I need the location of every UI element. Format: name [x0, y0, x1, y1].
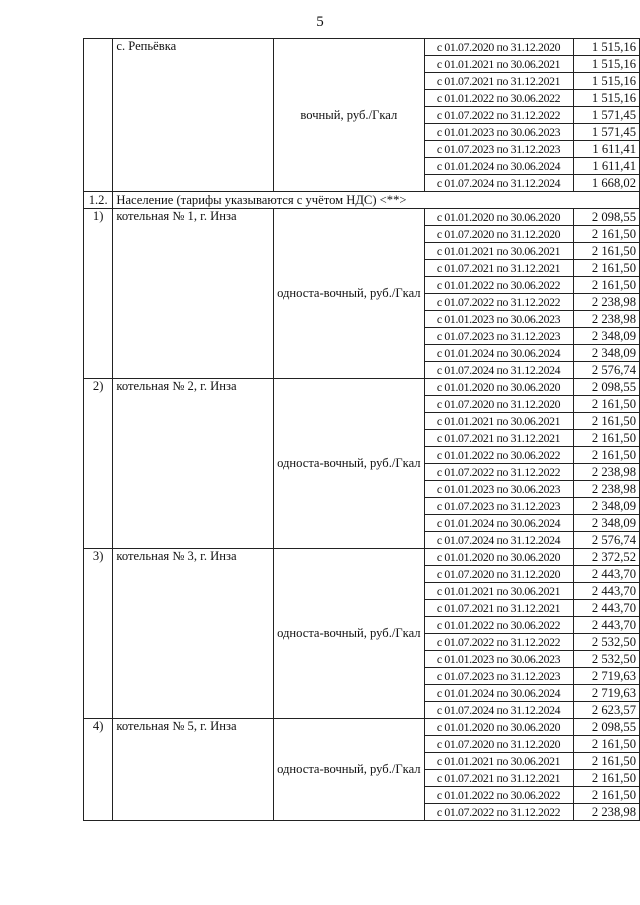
tariff-value: 1 611,41	[573, 141, 639, 158]
tariff-period: с 01.07.2023 по 31.12.2023	[424, 141, 573, 158]
tariff-row	[84, 549, 640, 566]
group-name: котельная № 2, г. Инза	[113, 379, 274, 549]
tariff-row	[84, 719, 640, 736]
tariff-period: с 01.01.2024 по 30.06.2024	[424, 345, 573, 362]
tariff-row	[84, 379, 640, 396]
tariff-unit: одностa-вочный, руб./Гкал	[274, 719, 424, 821]
tariff-period: с 01.01.2024 по 30.06.2024	[424, 685, 573, 702]
tariff-period: с 01.07.2022 по 31.12.2022	[424, 634, 573, 651]
tariff-period: с 01.01.2021 по 30.06.2021	[424, 583, 573, 600]
tariff-value: 2 238,98	[573, 311, 639, 328]
tariff-row	[84, 209, 640, 226]
tariff-period: с 01.07.2024 по 31.12.2024	[424, 702, 573, 719]
tariff-period: с 01.01.2020 по 30.06.2020	[424, 379, 573, 396]
tariff-period: с 01.01.2023 по 30.06.2023	[424, 311, 573, 328]
tariff-value: 2 443,70	[573, 600, 639, 617]
tariff-period: с 01.01.2022 по 30.06.2022	[424, 90, 573, 107]
tariff-value: 2 348,09	[573, 328, 639, 345]
tariff-value: 2 161,50	[573, 770, 639, 787]
tariff-period: с 01.07.2020 по 31.12.2020	[424, 226, 573, 243]
tariff-value: 2 098,55	[573, 209, 639, 226]
tariff-value: 2 348,09	[573, 515, 639, 532]
tariff-value: 1 571,45	[573, 107, 639, 124]
tariff-period: с 01.07.2020 по 31.12.2020	[424, 396, 573, 413]
tariff-period: с 01.01.2024 по 30.06.2024	[424, 158, 573, 175]
tariff-value: 2 098,55	[573, 719, 639, 736]
tariff-value: 2 161,50	[573, 396, 639, 413]
tariff-value: 2 348,09	[573, 498, 639, 515]
tariff-value: 2 576,74	[573, 532, 639, 549]
page-number: 5	[316, 14, 324, 30]
group-number: 4)	[84, 719, 113, 821]
group-number: 1)	[84, 209, 113, 379]
tariff-period: с 01.01.2022 по 30.06.2022	[424, 277, 573, 294]
tariff-value: 2 238,98	[573, 294, 639, 311]
tariff-period: с 01.07.2022 по 31.12.2022	[424, 294, 573, 311]
tariff-value: 2 238,98	[573, 804, 639, 821]
tariff-value: 2 348,09	[573, 345, 639, 362]
tariff-period: с 01.01.2021 по 30.06.2021	[424, 243, 573, 260]
tariff-value: 2 161,50	[573, 243, 639, 260]
group-number	[84, 39, 113, 192]
tariff-value: 2 238,98	[573, 481, 639, 498]
tariff-period: с 01.01.2022 по 30.06.2022	[424, 617, 573, 634]
tariff-value: 2 532,50	[573, 634, 639, 651]
tariff-period: с 01.01.2022 по 30.06.2022	[424, 787, 573, 804]
tariff-period: с 01.01.2022 по 30.06.2022	[424, 447, 573, 464]
tariff-period: с 01.07.2023 по 31.12.2023	[424, 668, 573, 685]
tariff-period: с 01.07.2024 по 31.12.2024	[424, 362, 573, 379]
tariff-value: 2 719,63	[573, 668, 639, 685]
tariff-value: 2 161,50	[573, 260, 639, 277]
tariff-value: 2 443,70	[573, 617, 639, 634]
tariff-table-top-body	[84, 39, 640, 192]
tariff-period: с 01.07.2020 по 31.12.2020	[424, 566, 573, 583]
tariff-unit: одностa-вочный, руб./Гкал	[274, 379, 424, 549]
tariff-unit: одностa-вочный, руб./Гкал	[274, 549, 424, 719]
tariff-period: с 01.07.2024 по 31.12.2024	[424, 175, 573, 192]
tariff-value: 1 515,16	[573, 90, 639, 107]
group-name: с. Репьёвка	[113, 39, 274, 192]
tariff-period: с 01.01.2020 по 30.06.2020	[424, 719, 573, 736]
group-name: котельная № 3, г. Инза	[113, 549, 274, 719]
tariff-table	[83, 38, 640, 821]
tariff-value: 1 611,41	[573, 158, 639, 175]
tariff-value: 2 238,98	[573, 464, 639, 481]
tariff-period: с 01.07.2021 по 31.12.2021	[424, 770, 573, 787]
tariff-value: 2 161,50	[573, 447, 639, 464]
group-number: 2)	[84, 379, 113, 549]
tariff-period: с 01.07.2020 по 31.12.2020	[424, 39, 573, 56]
tariff-value: 2 443,70	[573, 583, 639, 600]
tariff-unit: вочный, руб./Гкал	[274, 39, 424, 192]
tariff-period: с 01.07.2021 по 31.12.2021	[424, 600, 573, 617]
tariff-value: 1 571,45	[573, 124, 639, 141]
tariff-value: 2 623,57	[573, 702, 639, 719]
tariff-value: 1 515,16	[573, 73, 639, 90]
group-name: котельная № 5, г. Инза	[113, 719, 274, 821]
tariff-period: с 01.01.2023 по 30.06.2023	[424, 651, 573, 668]
tariff-period: с 01.07.2021 по 31.12.2021	[424, 260, 573, 277]
tariff-value: 2 161,50	[573, 430, 639, 447]
tariff-period: с 01.07.2021 по 31.12.2021	[424, 430, 573, 447]
tariff-period: с 01.01.2021 по 30.06.2021	[424, 56, 573, 73]
tariff-period: с 01.07.2023 по 31.12.2023	[424, 498, 573, 515]
tariff-value: 2 098,55	[573, 379, 639, 396]
tariff-period: с 01.01.2021 по 30.06.2021	[424, 753, 573, 770]
tariff-table-section-body	[84, 209, 640, 821]
tariff-period: с 01.01.2020 по 30.06.2020	[424, 549, 573, 566]
tariff-row	[84, 39, 640, 56]
tariff-value: 2 161,50	[573, 736, 639, 753]
tariff-period: с 01.07.2020 по 31.12.2020	[424, 736, 573, 753]
tariff-value: 2 161,50	[573, 277, 639, 294]
section-title: Население (тарифы указываются с учётом НДС) <**>	[113, 192, 640, 209]
tariff-period: с 01.07.2024 по 31.12.2024	[424, 532, 573, 549]
tariff-value: 1 515,16	[573, 56, 639, 73]
section-header-body	[84, 192, 640, 209]
tariff-value: 2 161,50	[573, 413, 639, 430]
tariff-period: с 01.01.2024 по 30.06.2024	[424, 515, 573, 532]
tariff-unit: одностa-вочный, руб./Гкал	[274, 209, 424, 379]
tariff-value: 2 372,52	[573, 549, 639, 566]
tariff-period: с 01.07.2022 по 31.12.2022	[424, 804, 573, 821]
tariff-value: 2 443,70	[573, 566, 639, 583]
section-number: 1.2.	[84, 192, 113, 209]
tariff-value: 2 161,50	[573, 226, 639, 243]
tariff-period: с 01.07.2021 по 31.12.2021	[424, 73, 573, 90]
tariff-period: с 01.01.2023 по 30.06.2023	[424, 124, 573, 141]
tariff-period: с 01.07.2023 по 31.12.2023	[424, 328, 573, 345]
tariff-value: 2 161,50	[573, 753, 639, 770]
tariff-period: с 01.07.2022 по 31.12.2022	[424, 464, 573, 481]
tariff-value: 1 668,02	[573, 175, 639, 192]
group-number: 3)	[84, 549, 113, 719]
group-name: котельная № 1, г. Инза	[113, 209, 274, 379]
tariff-period: с 01.01.2020 по 30.06.2020	[424, 209, 573, 226]
section-row	[84, 192, 640, 209]
tariff-period: с 01.07.2022 по 31.12.2022	[424, 107, 573, 124]
tariff-value: 2 532,50	[573, 651, 639, 668]
tariff-value: 1 515,16	[573, 39, 639, 56]
tariff-period: с 01.01.2021 по 30.06.2021	[424, 413, 573, 430]
tariff-period: с 01.01.2023 по 30.06.2023	[424, 481, 573, 498]
tariff-value: 2 576,74	[573, 362, 639, 379]
tariff-value: 2 161,50	[573, 787, 639, 804]
tariff-value: 2 719,63	[573, 685, 639, 702]
